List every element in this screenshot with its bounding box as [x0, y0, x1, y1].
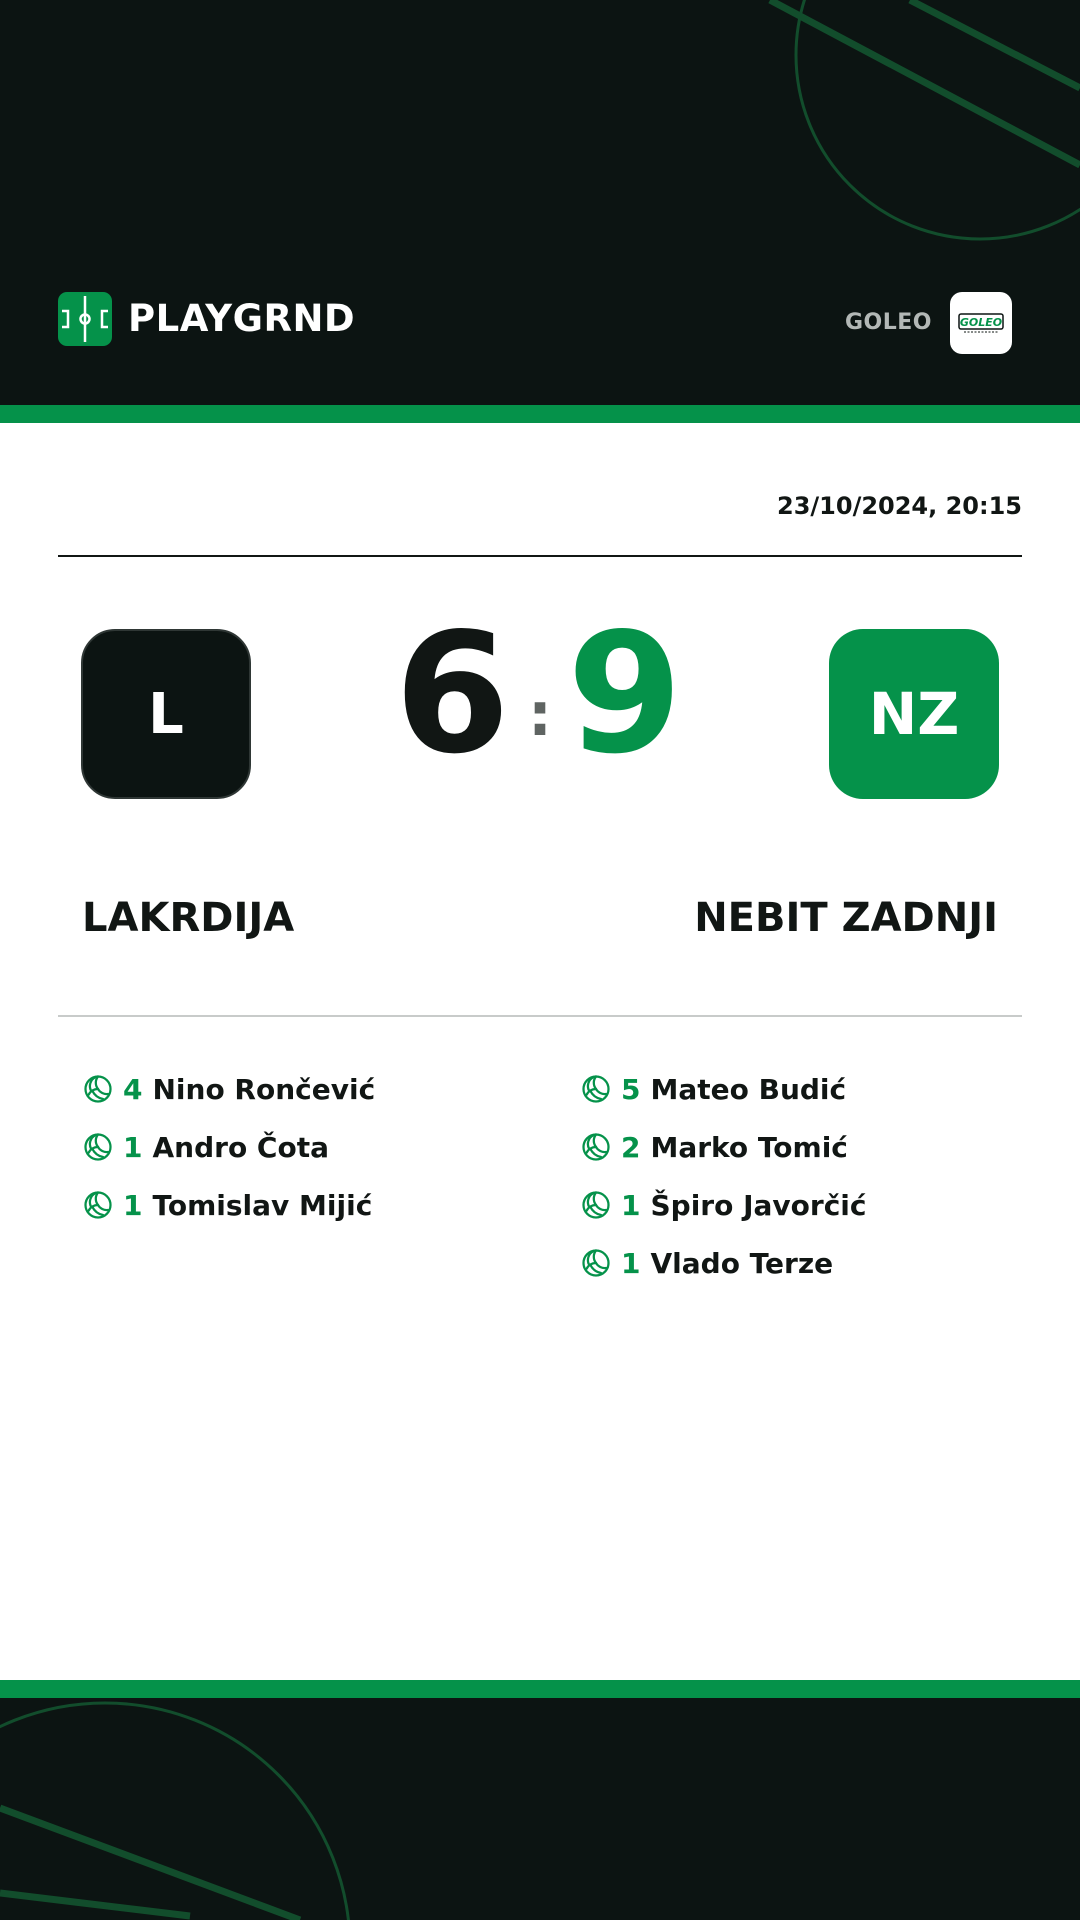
- scorer-name: Vlado Terze: [650, 1246, 834, 1280]
- scorer-name: Tomislav Mijić: [152, 1188, 373, 1222]
- scorer-item: [83, 1118, 543, 1176]
- scorer-item: [581, 1176, 1041, 1234]
- scorer-goals: 1: [123, 1130, 143, 1164]
- home-score: 6: [394, 598, 510, 791]
- score-separator: :: [528, 680, 552, 750]
- scorer-item: [83, 1176, 543, 1234]
- scorer-goals: 4: [123, 1072, 143, 1106]
- scorer-name: Mateo Budić: [650, 1072, 847, 1106]
- volleyball-icon: [581, 1248, 611, 1278]
- scorer-goals: 2: [621, 1130, 641, 1164]
- footer-accent-stripe: [0, 1680, 1080, 1698]
- pitch-lines-decoration: [0, 1698, 1080, 1920]
- volleyball-icon: [83, 1132, 113, 1162]
- scorer-goals: 5: [621, 1072, 641, 1106]
- scorer-item: [581, 1060, 1041, 1118]
- away-score: 9: [567, 598, 683, 791]
- football-pitch-icon: [58, 292, 112, 346]
- volleyball-icon: [83, 1074, 113, 1104]
- footer-banner: [0, 1698, 1080, 1920]
- scorer-item: [581, 1234, 1041, 1292]
- scorer-name: Špiro Javorčić: [650, 1188, 867, 1222]
- scorer-goals: 1: [621, 1246, 641, 1280]
- home-scorers-list: [83, 1060, 543, 1234]
- volleyball-icon: [581, 1190, 611, 1220]
- scorer-name: Andro Čota: [152, 1130, 329, 1164]
- header-banner: [0, 0, 1080, 405]
- volleyball-icon: [581, 1132, 611, 1162]
- volleyball-icon: [83, 1190, 113, 1220]
- away-scorers-list: [581, 1060, 1041, 1292]
- divider: [58, 555, 1022, 557]
- away-team-badge: NZ: [829, 629, 999, 799]
- divider: [58, 1015, 1022, 1017]
- away-team-name: NEBIT ZADNJI: [694, 895, 998, 941]
- scorer-goals: 1: [621, 1188, 641, 1222]
- match-datetime: 23/10/2024, 20:15: [777, 492, 1022, 520]
- brand-name: PLAYGRND: [128, 297, 356, 340]
- scorer-name: Marko Tomić: [650, 1130, 848, 1164]
- volleyball-icon: [581, 1074, 611, 1104]
- header-accent-stripe: [0, 405, 1080, 423]
- partner-logo-text: GOLEO: [959, 316, 1003, 329]
- partner-logo: [950, 292, 1012, 354]
- scorer-name: Nino Rončević: [152, 1072, 376, 1106]
- scorer-goals: 1: [123, 1188, 143, 1222]
- home-team-badge: L: [81, 629, 251, 799]
- partner-name: GOLEO: [844, 310, 932, 335]
- home-team-name: LAKRDIJA: [82, 895, 295, 941]
- scorer-item: [83, 1060, 543, 1118]
- scorer-item: [581, 1118, 1041, 1176]
